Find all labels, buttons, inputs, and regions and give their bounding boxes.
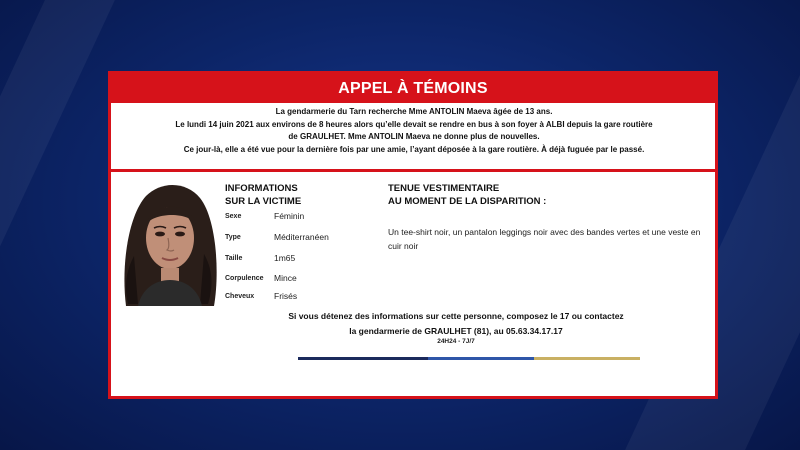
victim-info-heading-line: SUR LA VICTIME [225, 196, 302, 207]
bar-segment-blue [428, 357, 534, 360]
info-row-height [225, 253, 375, 267]
bar-segment-navy [298, 357, 428, 360]
intro-line: de GRAULHET. Mme ANTOLIN Maeva ne donne plus de nouvelles. [288, 132, 540, 141]
info-row-type [225, 232, 375, 246]
appeal-intro [121, 106, 707, 156]
info-label: Corpulence [225, 275, 264, 282]
info-label: Type [225, 234, 241, 241]
info-row-sex [225, 211, 375, 225]
intro-line: La gendarmerie du Tarn recherche Mme ANTOLIN Maeva âgée de 13 ans. [275, 107, 553, 116]
info-value: Méditerranéen [274, 232, 329, 242]
victim-photo [116, 176, 221, 306]
info-value: Frisés [274, 291, 298, 301]
intro-line: Le lundi 14 juin 2021 aux environs de 8 heures alors qu’elle devait se rendre en bus à son foyer à ALBI depuis la gare routière [175, 119, 653, 129]
victim-info-heading [225, 182, 301, 208]
clothing-description: Un tee-shirt noir, un pantalon leggings noir avec des bandes vertes et une veste en cuir noir [388, 227, 701, 251]
witness-appeal-card [108, 71, 718, 399]
info-value: Mince [274, 273, 297, 283]
info-row-build [225, 273, 375, 287]
clothing-heading [388, 182, 546, 208]
contact-line: la gendarmerie de GRAULHET (81), au 05.63.34.17.17 [349, 326, 563, 336]
contact-info [261, 309, 651, 339]
info-label: Cheveux [225, 293, 255, 300]
contact-hours: 24H24 - 7J/7 [437, 338, 475, 345]
portrait-image [116, 176, 221, 306]
info-label: Taille [225, 255, 243, 262]
info-value: Féminin [274, 211, 305, 221]
info-value: 1m65 [274, 253, 296, 263]
decorative-color-bar [298, 357, 640, 360]
intro-line: Ce jour-là, elle a été vue pour la dernière fois par une amie, l’ayant déposée à la gare routière. À déjà fuguée par le passé. [183, 144, 645, 154]
info-row-hair [225, 291, 375, 305]
info-label: Sexe [225, 213, 242, 220]
contact-line: Si vous détenez des informations sur cette personne, composez le 17 ou contactez [288, 311, 624, 321]
victim-info-heading-line: INFORMATIONS [225, 183, 298, 194]
background-stripe [0, 0, 115, 450]
appeal-header [111, 74, 715, 103]
section-divider [111, 169, 715, 172]
clothing-heading-line: AU MOMENT DE LA DISPARITION : [388, 196, 547, 207]
clothing-heading-line: TENUE VESTIMENTAIRE [388, 183, 500, 194]
bar-segment-gold [534, 357, 640, 360]
appeal-title: APPEL À TÉMOINS [338, 79, 488, 97]
